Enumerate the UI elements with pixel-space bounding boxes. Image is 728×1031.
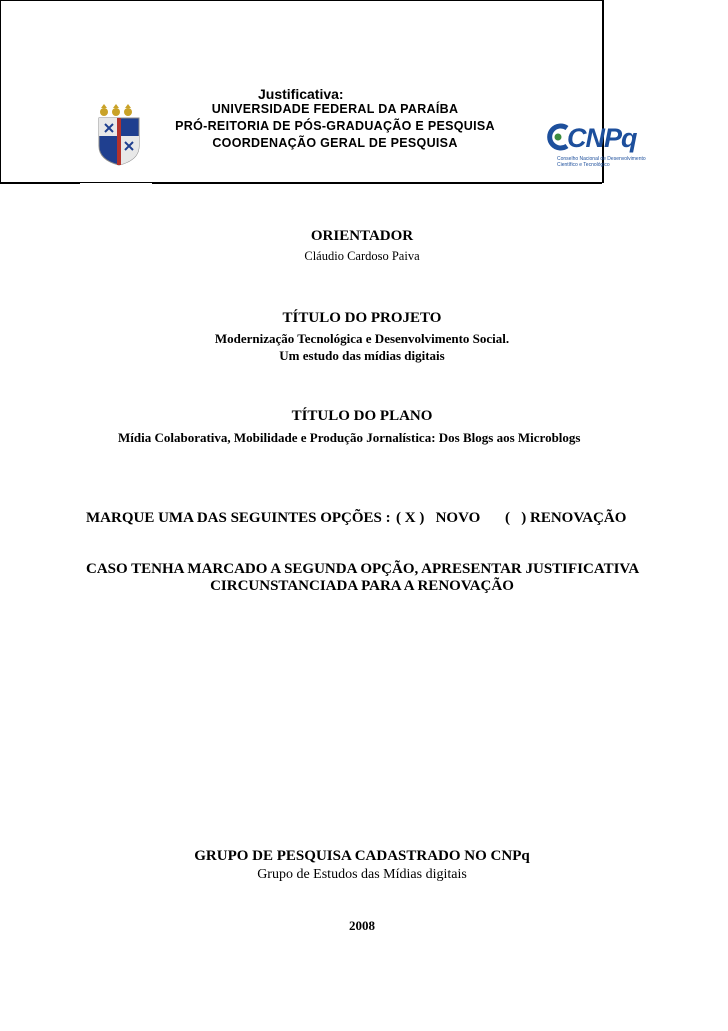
year: 2008 — [349, 918, 375, 933]
orientador-name: Cláudio Cardoso Paiva — [304, 249, 420, 263]
options-prompt: MARQUE UMA DAS SEGUINTES OPÇÕES : — [86, 510, 391, 526]
plano-title: Mídia Colaborativa, Mobilidade e Produção Jornalística: Dos Blogs aos Microblogs — [118, 430, 581, 445]
projeto-title-line2: Um estudo das mídias digitais — [279, 348, 445, 363]
cnpq-subtext-1: Conselho Nacional de Desenvolvimento — [557, 156, 646, 162]
projeto-heading: TÍTULO DO PROJETO — [282, 310, 442, 326]
cnpq-logo-text: CNPq — [567, 123, 637, 153]
renewal-note-line2: CIRCUNSTANCIADA PARA A RENOVAÇÃO — [210, 578, 514, 594]
orientador-heading: ORIENTADOR — [310, 228, 414, 244]
renewal-note-line1: CASO TENHA MARCADO A SEGUNDA OPÇÃO, APRESENTAR JUSTIFICATIVA — [86, 561, 640, 577]
header-rule-center — [152, 183, 602, 184]
university-name: UNIVERSIDADE FEDERAL DA PARAÍBA — [211, 102, 459, 116]
justificativa-label: Justificativa: — [258, 86, 344, 102]
pro-rectorate: PRÓ-REITORIA DE PÓS-GRADUAÇÃO E PESQUISA — [175, 119, 495, 133]
grupo-name: Grupo de Estudos das Mídias digitais — [257, 867, 467, 882]
coordination: COORDENAÇÃO GERAL DE PESQUISA — [212, 136, 458, 150]
projeto-title-line1: Modernização Tecnológica e Desenvolvimento Social. — [214, 331, 510, 346]
plano-heading: TÍTULO DO PLANO — [291, 408, 433, 424]
option-renovacao: ( ) RENOVAÇÃO — [505, 510, 627, 526]
cnpq-logo — [545, 118, 645, 173]
header-rule-left — [0, 183, 80, 184]
grupo-heading: GRUPO DE PESQUISA CADASTRADO NO CNPq — [194, 848, 530, 864]
cnpq-subtext-2: Científico e Tecnológico — [557, 162, 610, 168]
option-novo: ( X ) NOVO — [396, 510, 481, 526]
ufpb-crest-icon — [95, 104, 143, 166]
